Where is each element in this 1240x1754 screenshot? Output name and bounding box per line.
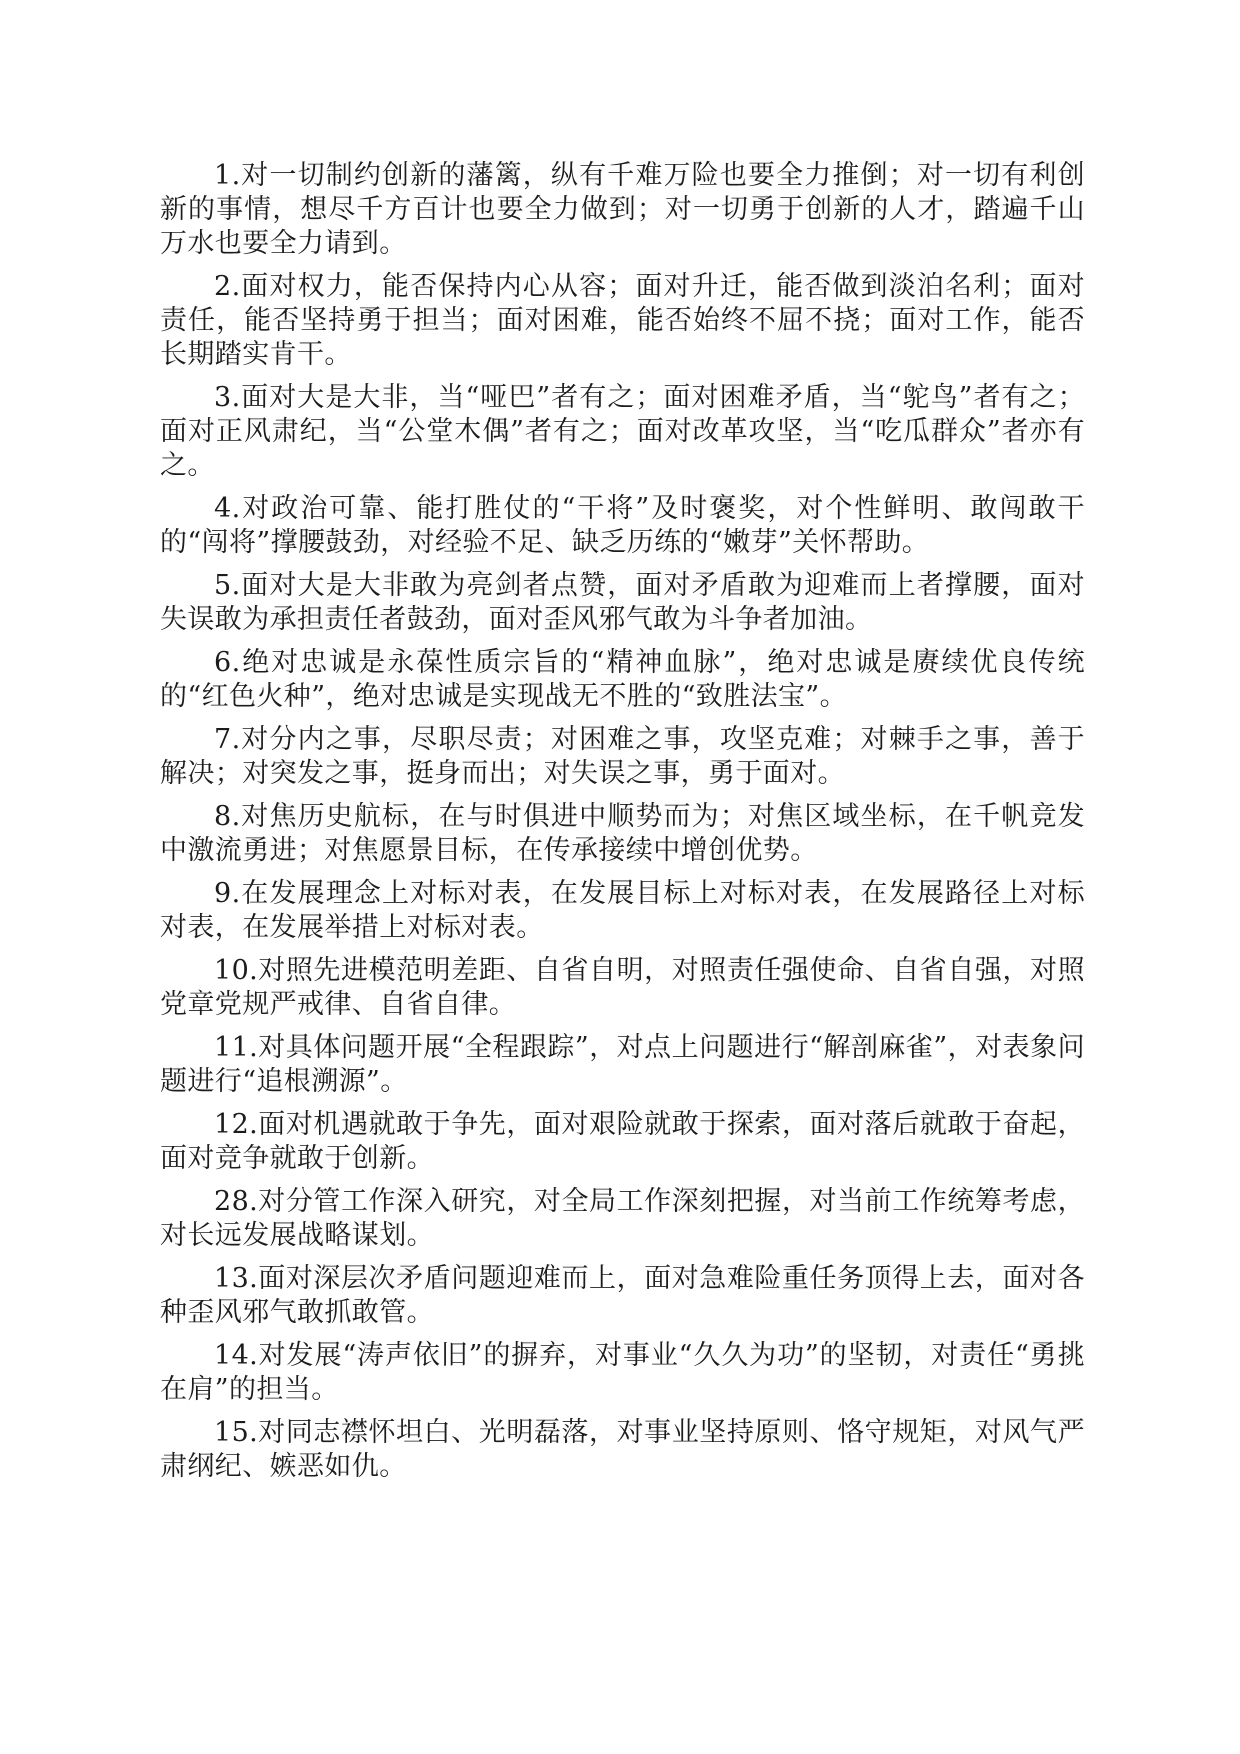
paragraph-9: 9.在发展理念上对标对表，在发展目标上对标对表，在发展路径上对标对表，在发展举措上对标对表。 bbox=[160, 878, 1085, 943]
paragraph-15: 15.对同志襟怀坦白、光明磊落，对事业坚持原则、恪守规矩，对风气严肃纲纪、嫉恶如仇。 bbox=[160, 1417, 1085, 1482]
paragraph-10: 10.对照先进模范明差距、自省自明，对照责任强使命、自省自强，对照党章党规严戒律、自省自律。 bbox=[160, 955, 1085, 1020]
paragraph-6: 6.绝对忠诚是永葆性质宗旨的“精神血脉”，绝对忠诚是赓续优良传统的“红色火种”，绝对忠诚是实现战无不胜的“致胜法宝”。 bbox=[160, 647, 1085, 712]
paragraph-5: 5.面对大是大非敢为亮剑者点赞，面对矛盾敢为迎难而上者撑腰，面对失误敢为承担责任者鼓劲，面对歪风邪气敢为斗争者加油。 bbox=[160, 570, 1085, 635]
paragraph-1: 1.对一切制约创新的藩篱，纵有千难万险也要全力推倒；对一切有利创新的事情，想尽千方百计也要全力做到；对一切勇于创新的人才，踏遍千山万水也要全力请到。 bbox=[160, 160, 1085, 259]
paragraph-28: 28.对分管工作深入研究，对全局工作深刻把握，对当前工作统筹考虑，对长远发展战略谋划。 bbox=[160, 1186, 1085, 1251]
paragraph-2: 2.面对权力，能否保持内心从容；面对升迁，能否做到淡泊名利；面对责任，能否坚持勇于担当；面对困难，能否始终不屈不挠；面对工作，能否长期踏实肯干。 bbox=[160, 271, 1085, 370]
paragraph-12: 12.面对机遇就敢于争先，面对艰险就敢于探索，面对落后就敢于奋起，面对竞争就敢于创新。 bbox=[160, 1109, 1085, 1174]
paragraph-11: 11.对具体问题开展“全程跟踪”，对点上问题进行“解剖麻雀”，对表象问题进行“追根溯源”。 bbox=[160, 1032, 1085, 1097]
paragraph-14: 14.对发展“涛声依旧”的摒弃，对事业“久久为功”的坚韧，对责任“勇挑在肩”的担当。 bbox=[160, 1340, 1085, 1405]
paragraph-8: 8.对焦历史航标，在与时俱进中顺势而为；对焦区域坐标，在千帆竞发中激流勇进；对焦愿景目标，在传承接续中增创优势。 bbox=[160, 801, 1085, 866]
document-body bbox=[160, 159, 1085, 1493]
paragraph-7: 7.对分内之事，尽职尽责；对困难之事，攻坚克难；对棘手之事，善于解决；对突发之事，挺身而出；对失误之事，勇于面对。 bbox=[160, 724, 1085, 789]
paragraph-13: 13.面对深层次矛盾问题迎难而上，面对急难险重任务顶得上去，面对各种歪风邪气敢抓敢管。 bbox=[160, 1263, 1085, 1328]
paragraph-4: 4.对政治可靠、能打胜仗的“干将”及时褒奖，对个性鲜明、敢闯敢干的“闯将”撑腰鼓劲，对经验不足、缺乏历练的“嫩芽”关怀帮助。 bbox=[160, 493, 1085, 558]
paragraph-3: 3.面对大是大非，当“哑巴”者有之；面对困难矛盾，当“鸵鸟”者有之；面对正风肃纪，当“公堂木偶”者有之；面对改革攻坚，当“吃瓜群众”者亦有之。 bbox=[160, 382, 1085, 481]
